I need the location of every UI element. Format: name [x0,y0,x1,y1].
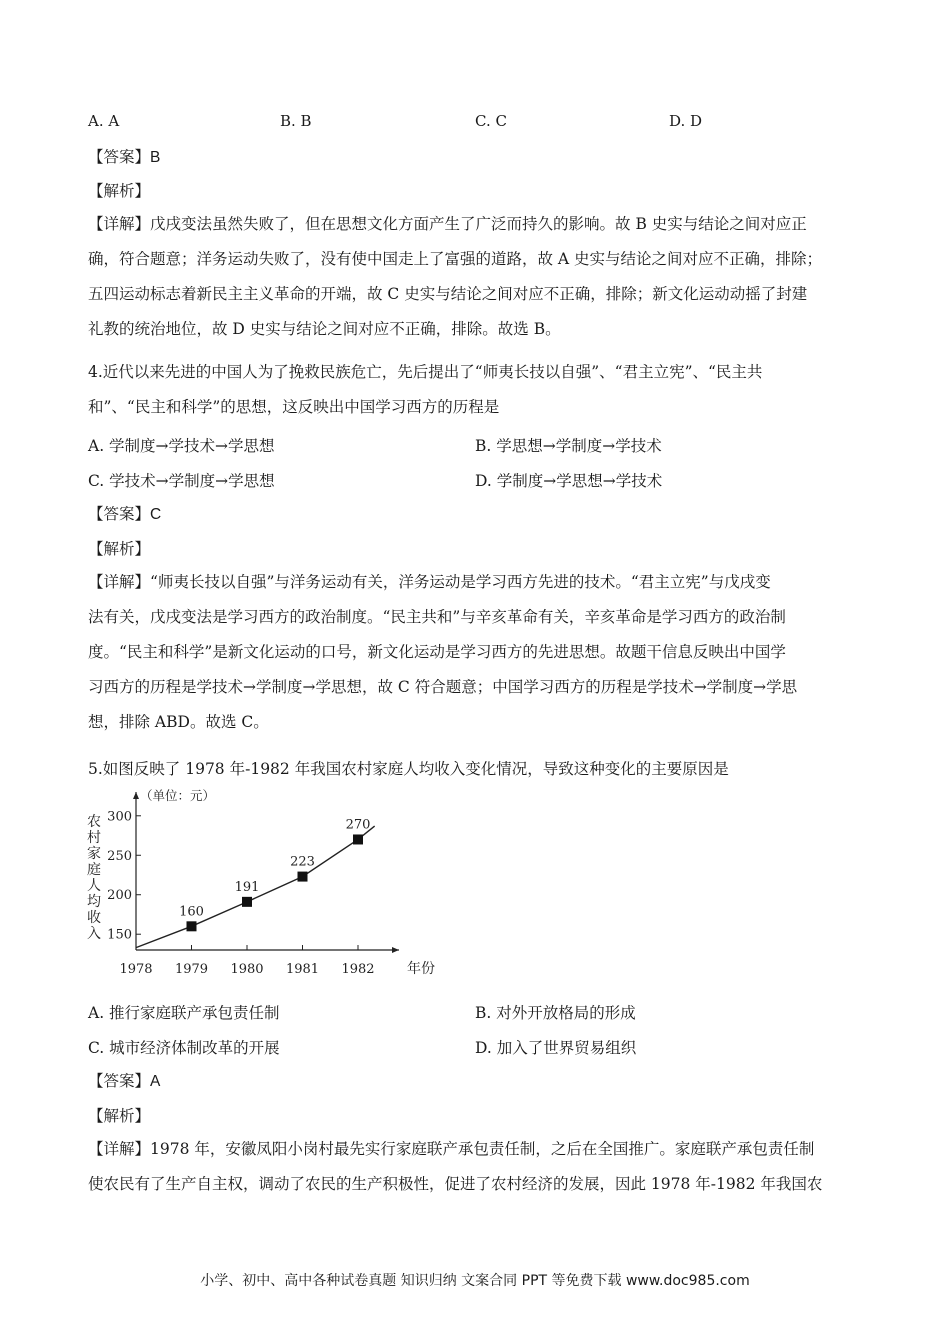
q5-answer: 【答案】A [88,1072,161,1090]
y-axis-arrow [133,792,139,799]
data-point [353,834,363,844]
x-tick-label: 1978 [119,962,153,977]
data-label: 191 [234,879,260,895]
y-tick-label: 150 [107,927,132,943]
data-label: 160 [179,904,204,920]
q5-stem: 5.如图反映了 1978 年-1982 年我国农村家庭人均收入变化情况，导致这种变化的主要原因是 [88,760,729,778]
income-line-chart [84,786,435,986]
q3-option-c: C. C [475,112,507,130]
y-axis-label-char: 庭 [87,862,101,878]
q3-detail-line: 确，符合题意；洋务运动失败了，没有使中国走上了富强的道路，故 A 史实与结论之间对应不正确，排除； [88,250,823,268]
chart-svg [84,786,435,986]
data-point [242,897,252,907]
q3-answer-value: B [150,149,161,166]
y-axis-label-char: 农 [87,814,101,830]
y-axis-label-char: 均 [87,894,101,910]
q4-option-b: B. 学思想→学制度→学技术 [475,437,662,455]
data-point [298,872,308,882]
q3-detail-line: 五四运动标志着新民主主义革命的开端，故 C 史实与结论之间对应不正确，排除；新文化运动动摇了封建 [88,285,808,303]
y-tick-label: 200 [107,888,132,904]
q3-detail-line: 戊戌变法虽然失败了，但在思想文化方面产生了广泛而持久的影响。故 B 史实与结论之间对应正 [150,215,807,233]
data-point [187,921,197,931]
x-axis-arrow [392,947,399,953]
q4-detail-line: “师夷长技以自强”与洋务运动有关，洋务运动是学习西方先进的技术。“君主立宪”与戊戌变 [150,573,771,591]
q4-detail-line: 想，排除 ABD。故选 C。 [88,713,269,731]
y-axis-label-char: 人 [87,878,101,894]
q4-option-c: C. 学技术→学制度→学思想 [88,472,275,490]
q3-answer: 【答案】B [88,148,161,166]
q4-option-d: D. 学制度→学思想→学技术 [475,472,663,490]
q5-option-a: A. 推行家庭联产承包责任制 [88,1004,280,1022]
q3-options [88,112,868,134]
q5-detail-line: 1978 年，安徽凤阳小岗村最先实行家庭联产承包责任制，之后在全国推广。家庭联产承包责任制 [150,1140,815,1158]
y-axis-label-char: 入 [87,926,101,942]
y-axis-label-char: 家 [87,846,101,862]
q5-analysis-tag: 【解析】 [88,1107,151,1125]
q4-stem-line: 4.近代以来先进的中国人为了挽救民族危亡，先后提出了“师夷长技以自强”、“君主立宪”、“民主共 [88,363,763,381]
data-label: 270 [345,817,371,833]
q5-option-b: B. 对外开放格局的形成 [475,1004,636,1022]
chart-unit-label: （单位：元） [140,788,216,803]
q3-option-a: A. A [88,112,120,130]
q4-detail-line: 度。“民主和科学”是新文化运动的口号，新文化运动是学习西方的先进思想。故题干信息反映出中国学 [88,643,786,661]
data-label: 223 [290,854,315,870]
q4-stem [88,355,868,425]
q3-analysis-tag: 【解析】 [88,182,151,200]
y-axis-label-char: 村 [87,830,101,846]
y-tick-label: 250 [107,848,132,864]
q4-detail-line: 习西方的历程是学技术→学制度→学思想，故 C 符合题意；中国学习西方的历程是学技术→学制度→学思 [88,678,798,696]
q4-stem-line: 和”、“民主和科学”的思想，这反映出中国学习西方的历程是 [88,398,500,416]
q4-analysis-tag: 【解析】 [88,540,151,558]
q4-detail: 【详解】“师夷长技以自强”与洋务运动有关，洋务运动是学习西方先进的技术。“君主立宪”与戊戌变 法有关，戊戌变法是学习西方的政治制度。“民主共和”与辛亥革命有关，辛亥革命是学习西方的政治制 度。“民主和科学”是新文化运动的口号，新文化运动是学习西方的先进思想。故题干信息反映出中国学 习西方的历程是学技术→学制度→学思想，故 C 符合题意；中国学习西方的历程是学技术→学制度→学思 想，排除 ABD。故选 C。 [88,565,868,740]
q3-detail-line: 礼教的统治地位，故 D 史实与结论之间对应不正确，排除。故选 B。 [88,320,561,338]
x-tick-label: 1980 [230,962,264,977]
q4-option-a: A. 学制度→学技术→学思想 [88,437,275,455]
q4-detail-line: 法有关，戊戌变法是学习西方的政治制度。“民主共和”与辛亥革命有关，辛亥革命是学习西方的政治制 [88,608,786,626]
q4-answer-value: C [150,506,162,523]
x-tick-label: 1981 [285,962,320,977]
x-tick-label: 1979 [174,962,209,977]
x-axis-label: 年份 [407,961,435,977]
q5-detail-line: 使农民有了生产自主权，调动了农民的生产积极性，促进了农村经济的发展，因此 1978 年-1982 年我国农 [88,1175,823,1193]
q4-answer: 【答案】C [88,505,162,523]
q5-option-c: C. 城市经济体制改革的开展 [88,1039,280,1057]
q5-answer-value: A [150,1073,161,1090]
y-axis-label-char: 收 [87,910,101,926]
q3-option-b: B. B [280,112,312,130]
q3-detail: 【详解】戊戌变法虽然失败了，但在思想文化方面产生了广泛而持久的影响。故 B 史实与结论之间对应正 确，符合题意；洋务运动失败了，没有使中国走上了富强的道路，故 A 史实与结论之间对应不正确，排除； 五四运动标志着新民主主义革命的开端，故 C 史实与结论之间对应不正确，排除；新文化运动动摇了封建 礼教的统治地位，故 D 史实与结论之间对应不正确，排除。故选 B。 [88,207,868,347]
x-tick-label: 1982 [341,962,375,977]
page-footer: 小学、初中、高中各种试卷真题 知识归纳 文案合同 PPT 等免费下载 www.doc985.com [200,1273,750,1289]
y-tick-label: 300 [107,809,132,825]
q5-detail: 【详解】1978 年，安徽凤阳小岗村最先实行家庭联产承包责任制，之后在全国推广。家庭联产承包责任制 使农民有了生产自主权，调动了农民的生产积极性，促进了农村经济的发展，因此 1978 年-1982 年我国农 [88,1132,868,1202]
q3-option-d: D. D [669,112,703,130]
q5-option-d: D. 加入了世界贸易组织 [475,1039,637,1057]
